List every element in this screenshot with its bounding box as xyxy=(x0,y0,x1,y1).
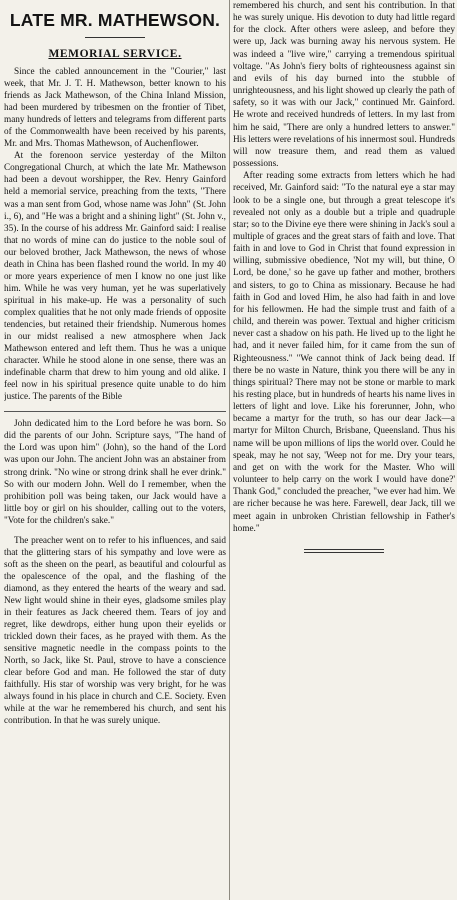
article-paragraph: At the forenoon service yesterday of the Milton Congregational Church, at which the late Mr. Mathewson had been a devout worshipper, the Rev. Henry Gainford held a memorial service, preaching from the texts, "There was a man sent from God, whose name was John" (St. John i., 6), and "He was a bright and a shining light" (St. John v., 35). In the course of his address Mr. Gainford said: I realise that no words of mine can do justice to the noble soul of our beloved brother, Jack Mathewson, the news of whose death in China has been flashed round the world. In my 40 or more years experience of men I know no one just like him. While he was very human, yet he was superlatively spiritual in his make-up. He was a personality of such complex qualities that he not only made friends of opposite tendencies, but retained their friendship. Numerous homes in our midst realised a new atmosphere when Jack Mathewson entered and left them. Thus he was a unique character. While he stood alone in one sense, there was an indefinable charm that drew to him young and old alike. I feel now in his spiritual presence quite unable to do him justice. The parents of the Bible xyxy=(4,151,226,403)
right-column xyxy=(233,0,455,900)
article-headline: LATE MR. MATHEWSON. xyxy=(9,10,221,30)
article-paragraph: After reading some extracts from letters which he had received, Mr. Gainford said: "To the natural eye a star may look to be a single one, but through a great telescope it's revealed not only as a double but a triple and quadruple star; so to the Divine eye there were shining in Jack's soul a multiple of graces and the great stars of faith and love. That faith in and love to God in Christ that found expression in willing, submissive obedience, 'Not my will, but thine, O Lord, be done,' so he gave up father and mother, brothers and sisters, to go to China as missionary. Because he had faith in God and loved Him, he also had faith in and love for his fellowmen. He had the simple trust and faith of a child, and therein was power. Textual and higher criticism never cast a shadow on his path. He lived up to the light he had, and it never failed him, for it came from the sun of Righteousness." "We cannot think of Jack being dead. If there be no waste in Nature, think you there will be any in things spiritual? There may not be stone or marble to mark his resting place, but in hundreds of hearts his name lives in letters of light and love. Like his forerunner, John, who became a martyr for the truth, so has our dear Jack—a martyr for Milton Church, Brisbane, Queensland. Thus his name will be upon millions of lips the world over. Could he speak, may he not say, 'Weep not for me. Dry your tears, and get on with the work for the Master. Who will volunteer to help carry on the work I would have done?' Thank God," concluded the preacher, "we ever had him. We are richer because he was here. Farewell, dear Jack, till we meet again in unbroken Christian fellowship in Father's home." xyxy=(233,171,455,534)
article-subheading: MEMORIAL SERVICE. xyxy=(48,48,182,60)
article-paragraph: John dedicated him to the Lord before he was born. So did the parents of our John. Scripture says, "The hand of the Lord was upon him" (John), so the hand of the Lord was upon our John. The ancient John was an abstainer from strong drink. "No wine or strong drink shall he ever drink." So with our modern John. Well do I remember, when the prohibition poll was being taken, our Jack would have a little boy or girl on his shoulder, calling out to the voters, "Vote for the children's sake." xyxy=(4,419,226,526)
article-paragraph: Since the cabled announcement in the "Courier," last week, that Mr. J. T. H. Mathewson, better known to his friends as Jack Mathewson, of the China Inland Mission, had been murdered by tribesmen on the frontier of Tibet, many hundreds of letters and telegrams from different parts of the Commonwealth have been received by his parents, Mr. and Mrs. Thomas Mathewson, of Auchenflower. xyxy=(4,67,226,150)
headline-rule xyxy=(85,37,145,38)
column-divider xyxy=(229,0,230,900)
article-paragraph: The preacher went on to refer to his influences, and said that the glittering stars of his sympathy and love were as soft as the sheen on the pearl, as beautiful and colourful as the opalescence of the opal, and the flashing of the diamond, as they entered the hearts of the weary and sad. New light would shine in their eyes, gladsome smiles play in their features as Jack cheered them. Tears of joy and regret, like dewdrops, either hung upon their eyelids or trickled down their faces, as he prayed with them. As the sensitive magnetic needle in the compass points to the North, so Jack, like St. Paul, strove to have a conscience clear before God and man. He followed the star of duty faithfully. His star of worship was very bright, for he was always found in his place in church and C.E. Society. Even while at the war he remembered his church, and sent his contribution. In that he was surely unique. xyxy=(4,535,226,727)
article-paragraph: remembered his church, and sent his contribution. In that he was surely unique. His devotion to duty had little regard for the clock. After others were asleep, and before they were up, Jack was burning away his nervous system. He was indeed a "live wire," carrying a tremendous spiritual voltage. "As John's fiery bolts of righteousness against sin and evils of his day burned into the stubble of unrighteousness, and his light showed up clearly the path of safety, so it was with our Jack," continued Mr. Gainford. He wrote and received hundreds of letters. In my last from him he said, "There are only a hundred letters to answer." His letters were revelations of his innermost soul. Hundreds will now treasure them, and read them as valued possessions. xyxy=(233,1,455,170)
section-divider xyxy=(4,411,226,412)
left-column xyxy=(4,0,226,900)
end-rule xyxy=(304,549,384,553)
